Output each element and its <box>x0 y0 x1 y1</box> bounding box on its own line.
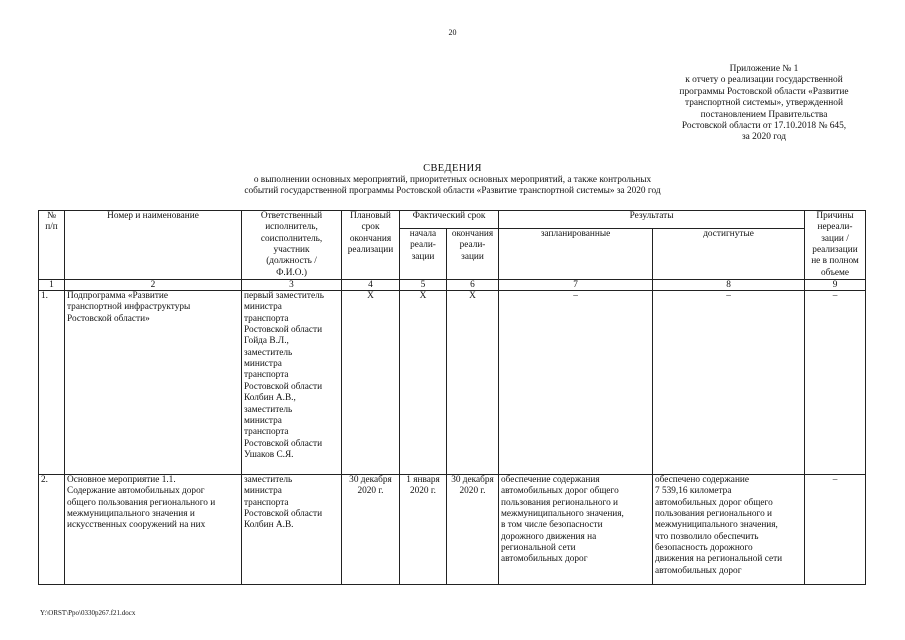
row-actual-end: 30 декабря 2020 г. <box>447 475 499 585</box>
row-actual-start: Х <box>400 291 447 475</box>
row-num: 2. <box>39 475 65 585</box>
row-results-planned: обеспечение содержания автомобильных дорог общего пользования регионального и межмуниципального значения, в том числе безопасности дорожного движения на региональной сети автомобильных дорог <box>499 475 653 585</box>
column-number: 5 <box>400 280 447 291</box>
header-num: № п/п <box>39 211 65 280</box>
document-subtitle <box>0 175 905 198</box>
column-number-row <box>39 280 866 291</box>
row-name: Основное мероприятие 1.1. Содержание автомобильных дорог общего пользования регионального и межмуниципального значения и искусственных сооружений на них <box>65 475 242 585</box>
column-number: 4 <box>342 280 400 291</box>
appendix-line: программы Ростовской области «Развитие <box>679 86 849 97</box>
row-results-achieved: – <box>653 291 805 475</box>
column-number: 6 <box>447 280 499 291</box>
header-actual-end: окончания реали- зации <box>447 228 499 279</box>
row-results-planned: – <box>499 291 653 475</box>
subtitle-line: о выполнении основных мероприятий, приоритетных основных мероприятий, а также контрольных <box>253 175 652 185</box>
header-planned: Плановый срок окончания реализации <box>342 211 400 280</box>
header-name: Номер и наименование <box>65 211 242 280</box>
column-number: 9 <box>805 280 866 291</box>
row-planned: Х <box>342 291 400 475</box>
row-planned: 30 декабря 2020 г. <box>342 475 400 585</box>
row-responsible: первый заместитель министра транспорта Ростовской области Гойда В.Л., заместитель министра транспорта Ростовской области Колбин А.В., заместитель министра транспорта Ростовской области Ушаков С.Я. <box>242 291 342 475</box>
appendix-line: транспортной системы», утвержденной <box>684 98 844 109</box>
header-reasons: Причины нереали- зации / реализации не в полном объеме <box>805 211 866 280</box>
row-results-achieved: обеспечено содержание 7 539,16 километра автомобильных дорог общего пользования регионального и межмуниципального значения, что позволило обеспечить безопасность дорожного движения на региональной сети автомобильных дорог <box>653 475 805 585</box>
column-number: 8 <box>653 280 805 291</box>
header-actual-start: начала реали- зации <box>400 228 447 279</box>
document-title: СВЕДЕНИЯ <box>423 163 482 174</box>
appendix-line: к отчету о реализации государственной <box>685 75 843 86</box>
row-responsible: заместитель министра транспорта Ростовской области Колбин А.В. <box>242 475 342 585</box>
file-path-footer: Y:\ORST\Ppo\0330p267.f21.docx <box>40 609 136 617</box>
header-row <box>39 211 866 229</box>
column-number: 2 <box>65 280 242 291</box>
appendix-line: за 2020 год <box>741 132 787 143</box>
appendix-line: Приложение № 1 <box>729 64 799 74</box>
header-actual: Фактический срок <box>400 211 499 229</box>
subtitle-line: событий государственной программы Ростовской области «Развитие транспортной системы» за 2020 год <box>244 186 661 197</box>
row-actual-end: Х <box>447 291 499 475</box>
header-results: Результаты <box>499 211 805 229</box>
table-row <box>39 291 866 475</box>
column-number: 3 <box>242 280 342 291</box>
column-number: 7 <box>499 280 653 291</box>
header-responsible: Ответственный исполнитель, соисполнитель, участник (должность / Ф.И.О.) <box>242 211 342 280</box>
appendix-note <box>628 64 900 144</box>
report-table <box>38 210 866 585</box>
row-name: Подпрограмма «Развитие транспортной инфраструктуры Ростовской области» <box>65 291 242 475</box>
appendix-line: Ростовской области от 17.10.2018 № 645, <box>681 121 847 132</box>
row-reasons: – <box>805 475 866 585</box>
table-row <box>39 475 866 585</box>
row-num: 1. <box>39 291 65 475</box>
appendix-line: постановлением Правительства <box>700 109 828 120</box>
header-results-achieved: достигнутые <box>653 228 805 279</box>
row-reasons: – <box>805 291 866 475</box>
row-actual-start: 1 января 2020 г. <box>400 475 447 585</box>
header-results-planned: запланированные <box>499 228 653 279</box>
column-number: 1 <box>39 280 65 291</box>
page-number: 20 <box>448 28 457 37</box>
